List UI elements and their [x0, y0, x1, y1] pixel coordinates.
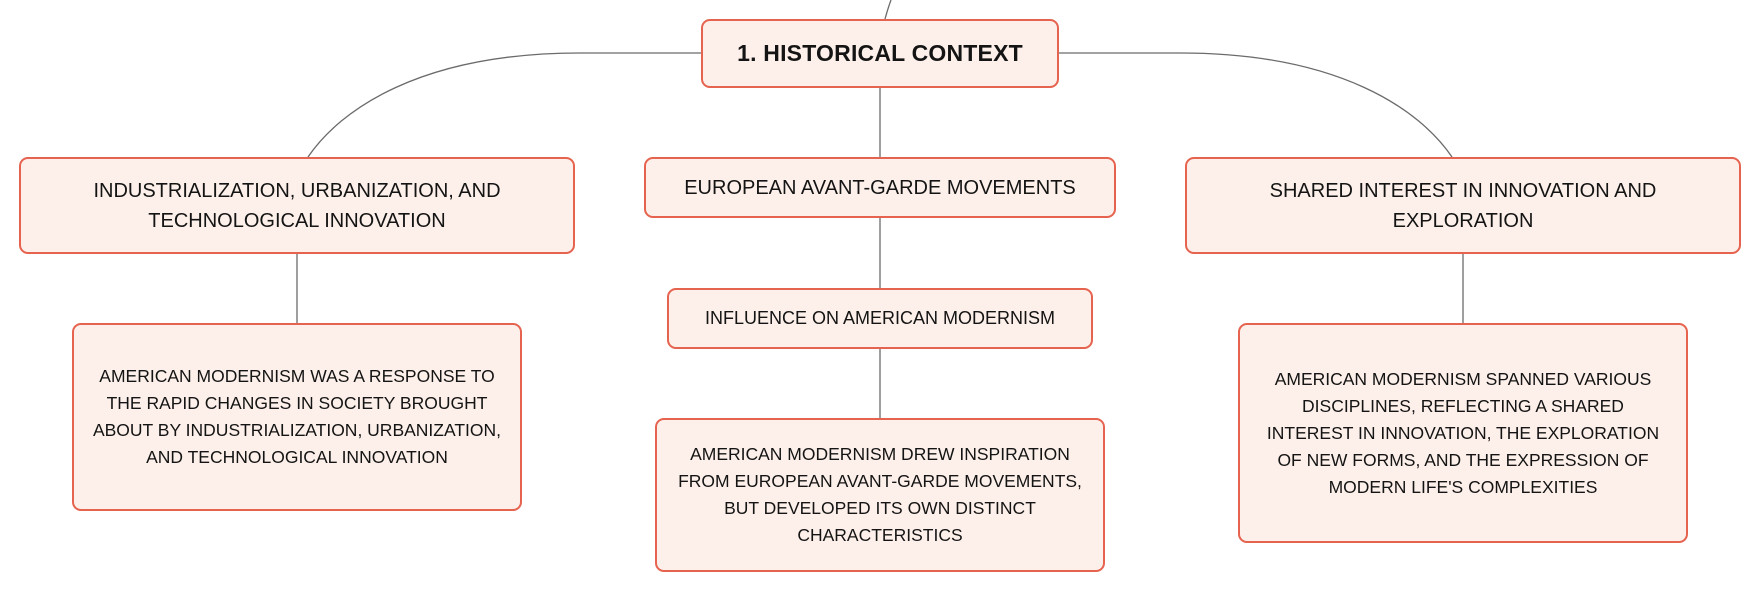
root-node[interactable] [701, 19, 1059, 88]
leaf-node-text: AMERICAN MODERNISM SPANNED VARIOUS DISCIPLINES, REFLECTING A SHARED INTEREST IN INNOVATION, THE EXPLORATION OF NEW FORMS, AND THE EXPRESSION OF MODERN LIFE'S COMPLEXITIES [1266, 368, 1660, 497]
branch-node-shared-interest[interactable] [1185, 157, 1741, 254]
child-node-label: INFLUENCE ON AMERICAN MODERNISM [704, 308, 1056, 328]
leaf-node-spanned-disciplines[interactable] [1238, 323, 1688, 543]
branch-node-label: INDUSTRIALIZATION, URBANIZATION, AND TECHNOLOGICAL INNOVATION [93, 179, 501, 232]
branch-node-label: EUROPEAN AVANT-GARDE MOVEMENTS [684, 176, 1076, 199]
connector-root-to-parent [885, 0, 891, 19]
leaf-node-drew-inspiration[interactable] [655, 418, 1105, 572]
branch-node-european-avant-garde[interactable] [644, 157, 1116, 218]
leaf-node-response-to-change[interactable] [72, 323, 522, 511]
leaf-node-text: AMERICAN MODERNISM WAS A RESPONSE TO THE RAPID CHANGES IN SOCIETY BROUGHT ABOUT BY INDUSTRIALIZATION, URBANIZATION, AND TECHNOLOGICAL INNOVATION [92, 366, 502, 467]
branch-node-industrialization[interactable] [19, 157, 575, 254]
connector-root-to-branch-3 [1059, 53, 1452, 157]
leaf-node-text: AMERICAN MODERNISM DREW INSPIRATION FROM EUROPEAN AVANT-GARDE MOVEMENTS, BUT DEVELOPED ITS OWN DISTINCT CHARACTERISTICS [678, 444, 1082, 545]
connector-root-to-branch-1 [308, 53, 701, 157]
root-node-label: 1. HISTORICAL CONTEXT [737, 40, 1023, 66]
child-node-influence[interactable] [667, 288, 1093, 349]
branch-node-label: SHARED INTEREST IN INNOVATION AND EXPLORATION [1269, 179, 1657, 232]
